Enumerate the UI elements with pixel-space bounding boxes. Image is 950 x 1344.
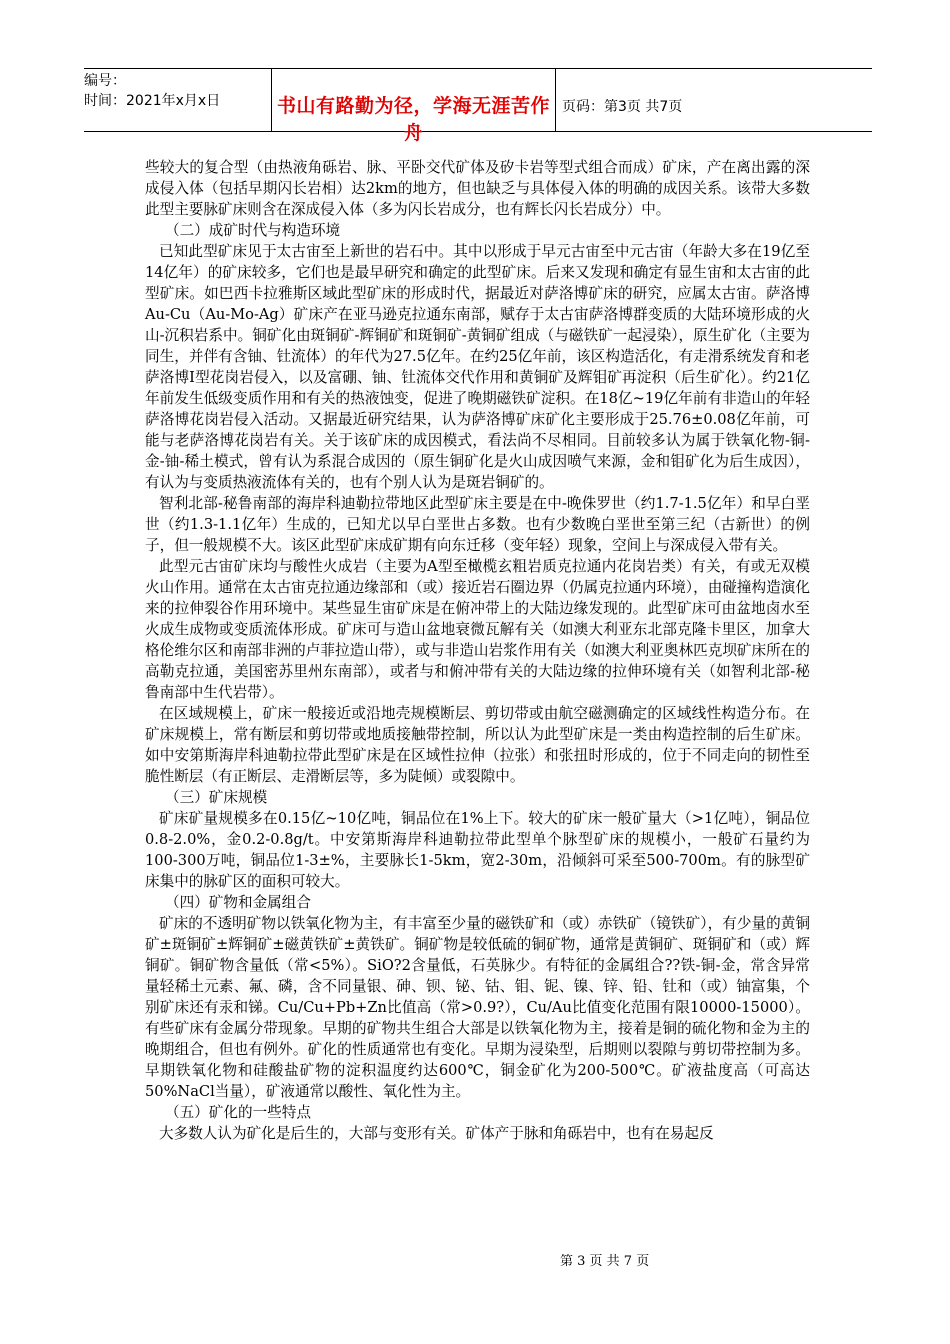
document-body xyxy=(145,157,810,1144)
paragraph: 些较大的复合型（由热液角砾岩、脉、平卧交代矿体及矽卡岩等型式组合而成）矿床，产在离出露的深成侵入体（包括早期闪长岩相）达2km的地方，但也缺乏与具体侵入体的明确的成因关系。该带大多数此型主要脉矿床则含在深成侵入体（多为闪长岩成分，也有辉长闪长岩成分）中。 xyxy=(145,159,810,218)
paragraph: 智利北部-秘鲁南部的海岸科迪勒拉带地区此型矿床主要是在中-晚侏罗世（约1.7-1.5亿年）和早白垩世（约1.3-1.1亿年）生成的，已知尤以早白垩世占多数。也有少数晚白垩世至第三纪（古新世）的例子，但一般规模不大。该区此型矿床成矿期有向东迁移（变年轻）现象，空间上与深成侵入带有关。 xyxy=(145,495,810,554)
paragraph: 矿床的不透明矿物以铁氧化物为主，有丰富至少量的磁铁矿和（或）赤铁矿（镜铁矿），有少量的黄铜矿±斑铜矿±辉铜矿±磁黄铁矿±黄铁矿。铜矿物是较低硫的铜矿物，通常是黄铜矿、斑铜矿和（或）辉铜矿。铜矿物含量低（常<5%）。SiO?2含量低，石英脉少。有特征的金属组合??铁-铜-金，常含异常量轻稀土元素、氟、磷，含不同量银、砷、钡、铋、钴、钼、铌、镍、锌、铅、钍和（或）铀富集，个别矿床还有汞和锑。Cu/Cu+Pb+Zn比值高（常>0.9?），Cu/Au比值变化范围有限10000-15000）。有些矿床有金属分带现象。早期的矿物共生组合大部是以铁氧化物为主，接着是铜的硫化物和金为主的晚期组合，但也有例外。矿化的性质通常也有变化。早期为浸染型，后期则以裂隙与剪切带控制为多。早期铁氧化物和硅酸盐矿物的淀积温度约达600℃，铜金矿化为200-500℃。矿液盐度高（可高达50%NaCl当量），矿液通常以酸性、氧化性为主。 xyxy=(145,915,810,1100)
section-heading: （四）矿物和金属组合 xyxy=(165,894,311,911)
header-page-info: 页码：第3页 共7页 xyxy=(562,99,683,115)
paragraph: 此型元古宙矿床均与酸性火成岩（主要为A型至橄榄玄粗岩质克拉通内花岗岩类）有关，有或无双模火山作用。通常在太古宙克拉通边缘部和（或）接近岩石圈边界（仍属克拉通内环境），由碰撞构造演化来的拉伸裂谷作用环境中。某些显生宙矿床是在俯冲带上的大陆边缘发现的。此型矿床可由盆地卤水至火成生成物或变质流体形成。矿床可与造山盆地衰微瓦解有关（如澳大利亚东北部克隆卡里区，加拿大格伦维尔区和南部非洲的卢菲拉造山带），或与非造山岩浆作用有关（如澳大利亚奥林匹克坝矿床所在的高勒克拉通，美国密苏里州东南部），或者与和俯冲带有关的大陆边缘的拉伸环境有关（如智利北部-秘鲁南部中生代岩带）。 xyxy=(145,558,810,701)
section-heading: （三）矿床规模 xyxy=(165,789,268,806)
section-heading: （五）矿化的一些特点 xyxy=(165,1104,311,1121)
document-time-label: 时间：2021年x月x日 xyxy=(84,93,221,109)
paragraph: 大多数人认为矿化是后生的，大部与变形有关。矿体产于脉和角砾岩中，也有在易起反 xyxy=(159,1125,714,1142)
header-motto: 书山有路勤为径，学海无涯苦作舟 xyxy=(276,95,550,144)
section-heading: （二）成矿时代与构造环境 xyxy=(165,222,341,239)
page-header xyxy=(84,68,872,144)
paragraph: 矿床矿量规模多在0.15亿~10亿吨，铜品位在1%上下。较大的矿床一般矿量大（>1亿吨），铜品位0.8-2.0%，金0.2-0.8g/t。中安第斯海岸科迪勒拉带此型单个脉型矿床的规模小，一般矿石量约为100-300万吨，铜品位1-3±%，主要脉长1-5km，宽2-30m，沿倾斜可采至500-700m。有的脉型矿床集中的脉矿区的面积可较大。 xyxy=(145,810,810,890)
paragraph: 在区域规模上，矿床一般接近或沿地壳规模断层、剪切带或由航空磁测确定的区域线性构造分布。在矿床规模上，常有断层和剪切带或地质接触带控制，所以认为此型矿床是一类由构造控制的后生矿床。如中安第斯海岸科迪勒拉带此型矿床是在区域性拉伸（拉张）和张扭时形成的，位于不同走向的韧性至脆性断层（有正断层、走滑断层等，多为陡倾）或裂隙中。 xyxy=(145,705,810,785)
header-motto-cell xyxy=(272,69,556,144)
header-left-cell xyxy=(84,69,272,131)
paragraph: 已知此型矿床见于太古宙至上新世的岩石中。其中以形成于早元古宙至中元古宙（年龄大多在19亿至14亿年）的矿床较多，它们也是最早研究和确定的此型矿床。后来又发现和确定有显生宙和太古宙的此型矿床。如巴西卡拉雅斯区域此型矿床的形成时代，据最近对萨洛博矿床的研究，应属太古宙。萨洛博Au-Cu（Au-Mo-Ag）矿床产在亚马逊克拉通东南部，赋存于太古宙萨洛博群变质的大陆环境形成的火山-沉积岩系中。铜矿化由斑铜矿-辉铜矿和斑铜矿-黄铜矿组成（与磁铁矿一起浸染），原生矿化（主要为同生，并伴有含铀、钍流体）的年代为27.5亿年。在约25亿年前，该区构造活化，有走滑系统发育和老萨洛博Ⅰ型花岗岩侵入，以及富硼、铀、钍流体交代作用和黄铜矿及辉钼矿再淀积（后生矿化）。约21亿年前发生低级变质作用和有关的热液蚀变，促进了晚期磁铁矿淀积。在18亿~19亿年前有非造山的年轻萨洛博花岗岩侵入活动。又据最近研究结果，认为萨洛博矿床矿化主要形成于25.76±0.08亿年前，可能与老萨洛博花岗岩有关。关于该矿床的成因模式，看法尚不尽相同。目前较多认为属于铁氧化物-铜-金-铀-稀土模式，曾有认为系混合成因的（原生铜矿化是火山成因喷气来源，金和钼矿化为后生成因），有认为与变质热液流体有关的，也有个别人认为是斑岩铜矿的。 xyxy=(145,243,810,491)
page-footer: 第 3 页 共 7 页 xyxy=(560,1254,650,1269)
header-page-cell xyxy=(556,69,872,131)
document-number-label: 编号： xyxy=(84,73,126,89)
